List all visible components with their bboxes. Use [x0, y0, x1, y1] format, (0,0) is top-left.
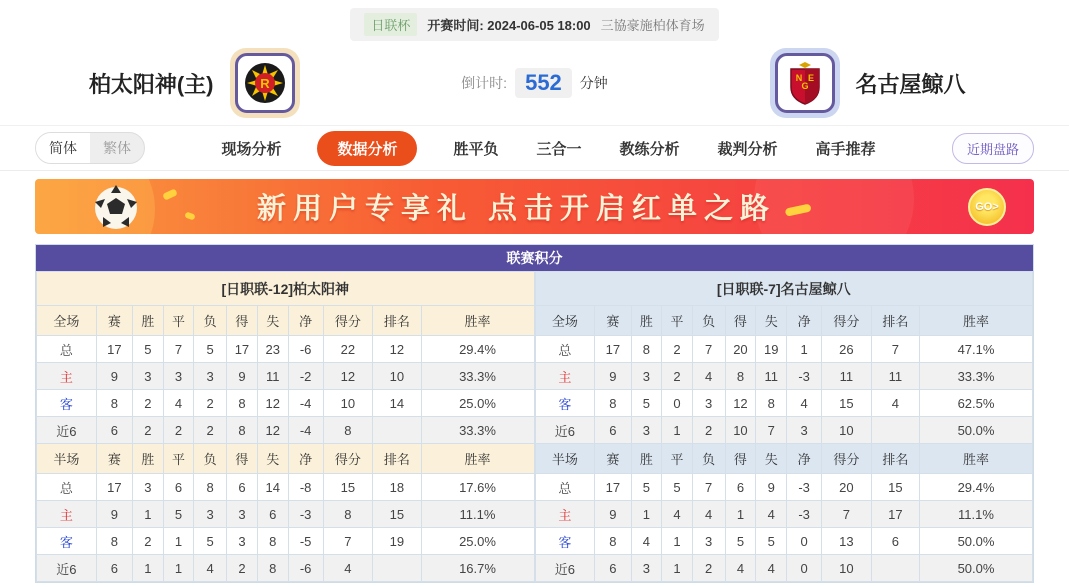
stat-cell: 2: [194, 417, 227, 444]
stat-cell: 20: [725, 336, 756, 363]
stat-cell: 10: [725, 417, 756, 444]
svg-text:E: E: [807, 73, 814, 83]
stat-row: [535, 501, 1033, 528]
column-header: 得分: [323, 444, 373, 474]
column-header: 平: [662, 306, 692, 336]
stat-cell: 15: [323, 474, 373, 501]
column-header: 负: [692, 444, 725, 474]
stat-cell: 12: [257, 417, 288, 444]
stat-cell: -3: [787, 501, 822, 528]
column-header: 失: [756, 444, 787, 474]
stat-cell: 3: [133, 363, 164, 390]
row-label: 主: [535, 363, 595, 390]
countdown-label: 倒计时:: [461, 75, 508, 91]
banner-text: 新用户专享礼 点击开启红单之路: [35, 186, 1034, 227]
go-button[interactable]: GO>: [968, 188, 1006, 226]
stat-cell: 12: [725, 390, 756, 417]
row-label: 总: [535, 474, 595, 501]
column-header: 胜: [631, 444, 662, 474]
stat-cell: 1: [631, 501, 662, 528]
stat-cell: 3: [631, 363, 662, 390]
column-header: 得: [725, 306, 756, 336]
away-team-logo: [770, 48, 840, 118]
stat-cell: 4: [692, 363, 725, 390]
stat-cell: 5: [194, 528, 227, 555]
stat-cell: 1: [163, 528, 193, 555]
stat-cell: 1: [163, 555, 193, 582]
stat-cell: 19: [756, 336, 787, 363]
stat-cell: 18: [373, 474, 421, 501]
column-header: 得: [227, 306, 258, 336]
stat-cell: 3: [194, 501, 227, 528]
stat-row: [535, 417, 1033, 444]
stat-cell: 2: [227, 555, 258, 582]
row-label: 近6: [535, 417, 595, 444]
stat-cell: 2: [163, 417, 193, 444]
stat-cell: 3: [133, 474, 164, 501]
column-header: 负: [194, 444, 227, 474]
stat-cell: 4: [662, 501, 692, 528]
nav-item-0[interactable]: 现场分析: [221, 140, 282, 158]
svg-text:R: R: [259, 76, 270, 91]
stat-cell: 22: [323, 336, 373, 363]
stat-row: [535, 336, 1033, 363]
row-label: 总: [535, 336, 595, 363]
stat-cell: 8: [257, 555, 288, 582]
stat-row: [535, 390, 1033, 417]
home-team-name: 柏太阳神(主): [88, 71, 214, 97]
column-header-row: [37, 306, 535, 336]
row-label: 近6: [535, 555, 595, 582]
stat-cell: 1: [725, 501, 756, 528]
stat-row: [37, 390, 535, 417]
recent-trend-button[interactable]: 近期盘路: [952, 133, 1034, 164]
column-header: 胜: [133, 444, 164, 474]
column-header-row: [535, 444, 1033, 474]
countdown-unit: 分钟: [579, 75, 608, 91]
column-header: 胜: [133, 306, 164, 336]
column-header: 失: [257, 444, 288, 474]
stat-cell: 2: [662, 363, 692, 390]
column-header-row: [37, 444, 535, 474]
kickoff-time: 开赛时间: 2024-06-05 18:00: [427, 18, 591, 33]
top-strip: [0, 0, 1069, 41]
stat-cell: 6: [257, 501, 288, 528]
stat-cell: 25.0%: [421, 390, 534, 417]
stat-cell: 12: [257, 390, 288, 417]
stat-cell: 5: [163, 501, 193, 528]
nav-item-6[interactable]: 高手推荐: [815, 140, 876, 158]
teams-header: [0, 41, 1069, 125]
stat-cell: 8: [631, 336, 662, 363]
stat-cell: 17: [96, 336, 132, 363]
stat-row: [37, 501, 535, 528]
stat-cell: 3: [194, 363, 227, 390]
stat-cell: 4: [725, 555, 756, 582]
column-header: 赛: [595, 306, 631, 336]
stat-cell: 33.3%: [421, 417, 534, 444]
stat-cell: 6: [227, 474, 258, 501]
stat-cell: 33.3%: [421, 363, 534, 390]
stat-cell: 17: [871, 501, 919, 528]
nav-item-2[interactable]: 胜平负: [453, 140, 499, 158]
stat-cell: 6: [595, 555, 631, 582]
stat-cell: 4: [756, 555, 787, 582]
column-header: 胜率: [920, 444, 1033, 474]
stat-cell: 4: [756, 501, 787, 528]
stat-cell: 3: [692, 528, 725, 555]
stat-cell: 8: [595, 390, 631, 417]
column-header: 净: [787, 306, 822, 336]
stat-cell: 50.0%: [920, 555, 1033, 582]
column-header: 净: [288, 444, 323, 474]
row-label: 主: [37, 501, 97, 528]
row-label: 总: [37, 474, 97, 501]
stat-row: [37, 555, 535, 582]
stat-cell: 8: [194, 474, 227, 501]
stat-cell: 19: [373, 528, 421, 555]
column-header: 平: [163, 306, 193, 336]
stat-cell: 4: [323, 555, 373, 582]
nav-bar: [0, 125, 1069, 171]
row-label: 近6: [37, 417, 97, 444]
stat-cell: -3: [288, 501, 323, 528]
column-header: 赛: [595, 444, 631, 474]
nav-item-1[interactable]: 数据分析: [317, 131, 417, 166]
stat-cell: 6: [96, 417, 132, 444]
column-header: 排名: [373, 444, 421, 474]
stat-cell: 47.1%: [920, 336, 1033, 363]
column-header: 负: [194, 306, 227, 336]
stat-cell: 1: [133, 555, 164, 582]
home-team: [60, 48, 420, 118]
stat-cell: 6: [871, 528, 919, 555]
stat-cell: 3: [227, 528, 258, 555]
stat-cell: 4: [194, 555, 227, 582]
stat-cell: 2: [662, 336, 692, 363]
stat-cell: -6: [288, 336, 323, 363]
stat-cell: [871, 555, 919, 582]
stat-cell: 8: [96, 390, 132, 417]
stat-cell: 3: [227, 501, 258, 528]
stat-cell: 7: [692, 474, 725, 501]
stat-cell: 11: [756, 363, 787, 390]
away-table-header-row: [535, 272, 1033, 306]
stat-cell: 15: [822, 390, 872, 417]
lang-traditional-button[interactable]: 繁体: [103, 140, 131, 156]
stat-cell: 3: [163, 363, 193, 390]
swoosh-icon: [785, 203, 812, 216]
column-header: 半场: [535, 444, 595, 474]
stat-cell: -3: [787, 363, 822, 390]
column-header: 平: [662, 444, 692, 474]
stat-cell: 5: [631, 474, 662, 501]
column-header: 净: [288, 306, 323, 336]
stat-cell: 1: [662, 528, 692, 555]
stat-cell: 8: [227, 390, 258, 417]
away-team-name: 名古屋鲸八: [855, 71, 966, 97]
stat-row: [37, 363, 535, 390]
stat-row: [535, 528, 1033, 555]
stat-cell: 17: [227, 336, 258, 363]
column-header: 负: [692, 306, 725, 336]
column-header: 得分: [822, 306, 872, 336]
stat-cell: 8: [725, 363, 756, 390]
stat-cell: 9: [96, 363, 132, 390]
stat-cell: 20: [822, 474, 872, 501]
stat-row: [37, 474, 535, 501]
stat-cell: 6: [163, 474, 193, 501]
stat-cell: 3: [692, 390, 725, 417]
league-points-table: [35, 244, 1034, 583]
stat-cell: 4: [787, 390, 822, 417]
column-header: 排名: [871, 444, 919, 474]
nav-item-5[interactable]: 裁判分析: [717, 140, 778, 158]
stat-cell: 8: [756, 390, 787, 417]
stat-cell: -2: [288, 363, 323, 390]
countdown-value: 552: [515, 68, 572, 98]
stat-cell: -4: [288, 390, 323, 417]
stat-cell: 2: [194, 390, 227, 417]
stat-cell: 5: [194, 336, 227, 363]
column-header: 失: [756, 306, 787, 336]
stat-cell: 11.1%: [920, 501, 1033, 528]
stat-row: [535, 555, 1033, 582]
stat-cell: 7: [692, 336, 725, 363]
stat-cell: 25.0%: [421, 528, 534, 555]
stat-cell: 5: [725, 528, 756, 555]
match-info-bar: [350, 8, 718, 41]
column-header: 胜率: [421, 306, 534, 336]
stat-cell: 17: [595, 336, 631, 363]
column-header: 半场: [37, 444, 97, 474]
row-label: 近6: [37, 555, 97, 582]
stat-cell: 8: [227, 417, 258, 444]
stat-cell: 2: [133, 417, 164, 444]
lang-simplified-button[interactable]: 简体: [36, 133, 90, 163]
stat-cell: 50.0%: [920, 528, 1033, 555]
stat-cell: 6: [595, 417, 631, 444]
column-header: 赛: [96, 306, 132, 336]
stat-row: [37, 528, 535, 555]
stat-cell: 4: [871, 390, 919, 417]
svg-text:N: N: [795, 73, 802, 83]
stat-cell: 13: [822, 528, 872, 555]
stat-cell: 26: [822, 336, 872, 363]
away-stats-table: [535, 271, 1034, 582]
svg-text:G: G: [800, 81, 809, 91]
stat-cell: -5: [288, 528, 323, 555]
row-label: 主: [37, 363, 97, 390]
stat-cell: [373, 417, 421, 444]
away-team: [650, 48, 1010, 118]
language-toggle: [35, 132, 145, 164]
stat-cell: 8: [257, 528, 288, 555]
stat-cell: 5: [631, 390, 662, 417]
home-stats-table: [36, 271, 535, 582]
stat-cell: 7: [756, 417, 787, 444]
stat-cell: 6: [96, 555, 132, 582]
stat-cell: 1: [133, 501, 164, 528]
stat-cell: 10: [822, 555, 872, 582]
stat-cell: 62.5%: [920, 390, 1033, 417]
stat-cell: 9: [756, 474, 787, 501]
stat-cell: 29.4%: [421, 336, 534, 363]
stat-cell: 7: [163, 336, 193, 363]
column-header: 胜: [631, 306, 662, 336]
row-label: 客: [535, 528, 595, 555]
stat-cell: -8: [288, 474, 323, 501]
stat-cell: 6: [725, 474, 756, 501]
stat-cell: 12: [373, 336, 421, 363]
stat-row: [37, 336, 535, 363]
stat-cell: 11: [257, 363, 288, 390]
stat-cell: 16.7%: [421, 555, 534, 582]
stat-cell: 8: [323, 501, 373, 528]
stat-cell: 11.1%: [421, 501, 534, 528]
stat-cell: 9: [96, 501, 132, 528]
stat-cell: 14: [373, 390, 421, 417]
table-title: 联赛积分: [36, 245, 1033, 271]
stat-cell: 2: [133, 390, 164, 417]
stat-cell: [373, 555, 421, 582]
column-header: 失: [257, 306, 288, 336]
stat-cell: 5: [662, 474, 692, 501]
stat-cell: 7: [323, 528, 373, 555]
venue-name: 三協豪施柏体育场: [600, 18, 705, 33]
stat-cell: 33.3%: [920, 363, 1033, 390]
home-table-header-row: [37, 272, 535, 306]
stat-cell: 1: [662, 555, 692, 582]
stat-cell: 10: [373, 363, 421, 390]
countdown: [420, 68, 650, 98]
column-header: 得: [725, 444, 756, 474]
stat-cell: 2: [692, 417, 725, 444]
home-team-logo: [230, 48, 300, 118]
stat-cell: 10: [323, 390, 373, 417]
stat-cell: -6: [288, 555, 323, 582]
away-table-header: [日职联-7]名古屋鲸八: [535, 272, 1033, 306]
row-label: 客: [37, 390, 97, 417]
stat-cell: 11: [871, 363, 919, 390]
column-header: 赛: [96, 444, 132, 474]
stat-cell: 1: [787, 336, 822, 363]
stat-cell: 8: [96, 528, 132, 555]
column-header: 排名: [373, 306, 421, 336]
stat-cell: 0: [787, 555, 822, 582]
stat-cell: 9: [595, 501, 631, 528]
stat-cell: 7: [822, 501, 872, 528]
promo-banner[interactable]: [35, 179, 1034, 234]
stat-cell: 17: [595, 474, 631, 501]
stat-cell: -4: [288, 417, 323, 444]
stat-cell: 15: [871, 474, 919, 501]
column-header: 得分: [822, 444, 872, 474]
stat-cell: 23: [257, 336, 288, 363]
column-header: 胜率: [421, 444, 534, 474]
stat-cell: 7: [871, 336, 919, 363]
stat-cell: 9: [595, 363, 631, 390]
nav-item-4[interactable]: 教练分析: [619, 140, 680, 158]
stat-cell: 3: [631, 417, 662, 444]
league-badge: 日联杯: [364, 13, 417, 36]
stat-cell: 4: [631, 528, 662, 555]
stat-cell: 5: [756, 528, 787, 555]
stat-cell: 14: [257, 474, 288, 501]
stat-cell: -3: [787, 474, 822, 501]
column-header: 得分: [323, 306, 373, 336]
row-label: 总: [37, 336, 97, 363]
stat-cell: 29.4%: [920, 474, 1033, 501]
stat-row: [535, 474, 1033, 501]
stat-cell: 4: [163, 390, 193, 417]
column-header: 排名: [871, 306, 919, 336]
stat-cell: 9: [227, 363, 258, 390]
column-header-row: [535, 306, 1033, 336]
home-table-header: [日职联-12]柏太阳神: [37, 272, 535, 306]
row-label: 客: [535, 390, 595, 417]
row-label: 主: [535, 501, 595, 528]
stat-cell: 5: [133, 336, 164, 363]
column-header: 平: [163, 444, 193, 474]
stat-row: [37, 417, 535, 444]
stat-cell: 17.6%: [421, 474, 534, 501]
column-header: 净: [787, 444, 822, 474]
stat-cell: 3: [631, 555, 662, 582]
column-header: 全场: [535, 306, 595, 336]
stat-cell: 50.0%: [920, 417, 1033, 444]
away-team-crest-icon: [785, 61, 825, 105]
home-team-crest-icon: [243, 61, 287, 105]
stat-cell: 3: [787, 417, 822, 444]
stat-cell: 17: [96, 474, 132, 501]
column-header: 得: [227, 444, 258, 474]
stat-row: [535, 363, 1033, 390]
stat-cell: 2: [692, 555, 725, 582]
nav-item-3[interactable]: 三合一: [536, 140, 582, 158]
row-label: 客: [37, 528, 97, 555]
stat-cell: 11: [822, 363, 872, 390]
stat-cell: 8: [323, 417, 373, 444]
column-header: 胜率: [920, 306, 1033, 336]
stat-cell: 0: [662, 390, 692, 417]
stat-cell: 4: [692, 501, 725, 528]
stat-cell: 10: [822, 417, 872, 444]
stat-cell: 12: [323, 363, 373, 390]
stat-cell: 1: [662, 417, 692, 444]
nav-items: [145, 131, 952, 166]
stat-cell: 2: [133, 528, 164, 555]
stat-cell: 8: [595, 528, 631, 555]
stat-cell: 0: [787, 528, 822, 555]
stat-cell: 15: [373, 501, 421, 528]
stat-cell: [871, 417, 919, 444]
column-header: 全场: [37, 306, 97, 336]
